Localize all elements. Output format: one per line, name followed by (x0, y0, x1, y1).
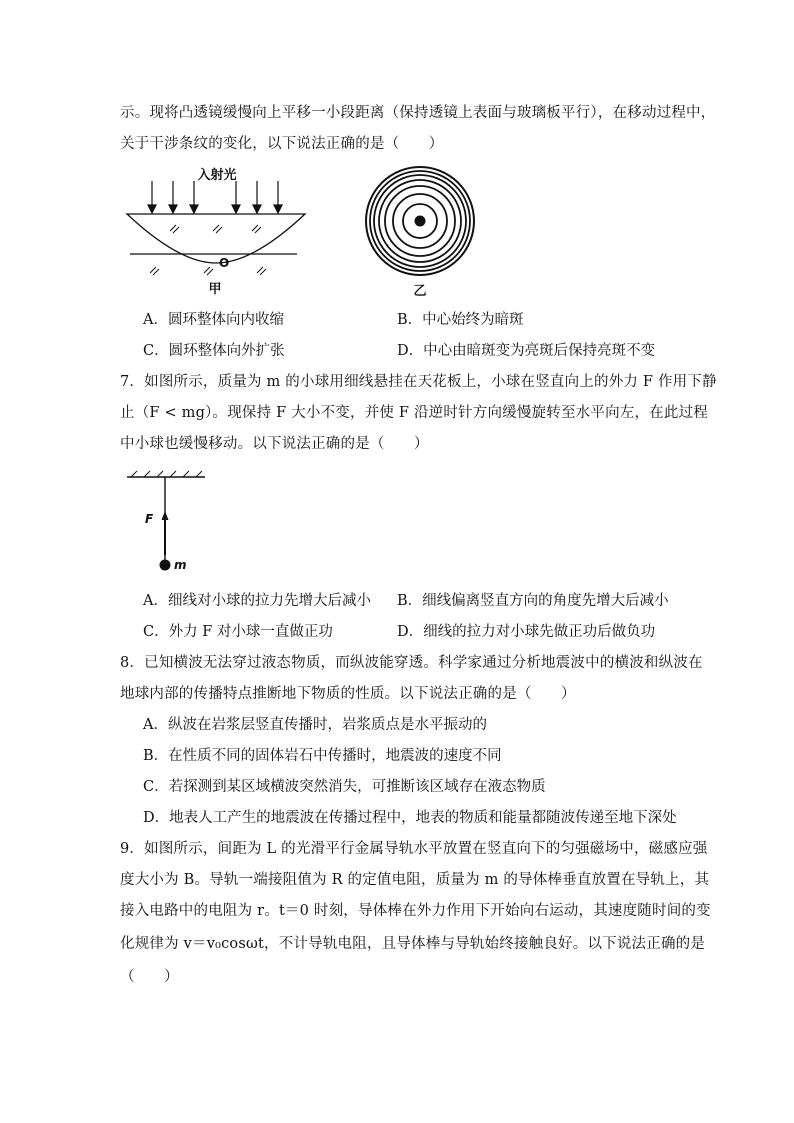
q7-option-d: D．细线的拉力对小球先做正功后做负功 (397, 624, 656, 640)
q6-text-line-1: 示。现将凸透镜缓慢向上平移一小段距离（保持透镜上表面与玻璃板平行），在移动过程中， (120, 105, 716, 121)
q8-text-line-1: 8．已知横波无法穿过液态物质，而纵波能穿透。科学家通过分析地震波中的横波和纵波在 (120, 655, 703, 671)
q6-option-d: D．中心由暗斑变为亮斑后保持亮斑不变 (397, 343, 656, 359)
q8-option-c: C．若探测到某区域横波突然消失，可推断该区域存在液态物质 (143, 779, 546, 795)
q7-text-line-3: 中小球也缓慢移动。以下说法正确的是（ ） (120, 436, 429, 452)
ceiling-hatching (131, 471, 202, 477)
q6-figure-yi (360, 162, 480, 302)
figure-jia-caption: 甲 (208, 282, 222, 297)
convex-lens (127, 214, 305, 263)
q9-text-line-5: （ ） (120, 969, 179, 985)
incident-arrows (148, 181, 282, 213)
q9-text-line-3: 接入电路中的电阻为 r。t＝0 时刻，导体棒在外力作用下开始向右运动，其速度随时间的变 (120, 903, 711, 919)
q7-option-c: C．外力 F 对小球一直做正功 (143, 624, 333, 640)
point-o-label: O (219, 256, 230, 270)
ball (160, 560, 171, 571)
q6-option-a: A．圆环整体向内收缩 (143, 312, 284, 328)
q7-option-a: A．细线对小球的拉力先增大后减小 (143, 593, 371, 609)
q9-text-line-2: 度大小为 B。导轨一端接阻值为 R 的定值电阻，质量为 m 的导体棒垂直放置在导轨上，其 (120, 872, 710, 888)
q7-option-b: B．细线偏离竖直方向的角度先增大后减小 (397, 593, 669, 609)
mass-label: m (174, 558, 187, 572)
q7-text-line-2: 止（F < mg）。现保持 F 大小不变，并使 F 沿逆时针方向缓慢旋转至水平向左，在此过程 (120, 405, 708, 421)
q9-text-line-1: 9．如图所示，间距为 L 的光滑平行金属导轨水平放置在竖直向下的匀强磁场中，磁感应强 (120, 841, 708, 857)
incident-light-label: 入射光 (197, 168, 237, 183)
force-label: F (145, 512, 154, 526)
q7-text-line-1: 7．如图所示，质量为 m 的小球用细线悬挂在天花板上，小球在竖直向上的外力 F 作用下静 (120, 374, 717, 390)
q8-option-b: B．在性质不同的固体岩石中传播时，地震波的速度不同 (143, 748, 502, 764)
q7-figure (125, 467, 235, 577)
q8-option-a: A．纵波在岩浆层竖直传播时，岩浆质点是水平振动的 (143, 717, 487, 733)
center-dark-spot (415, 216, 426, 227)
lens-hatching (170, 225, 261, 233)
q8-text-line-2: 地球内部的传播特点推断地下物质的性质。以下说法正确的是（ ） (120, 686, 576, 702)
q6-option-c: C．圆环整体向外扩张 (143, 343, 285, 359)
figure-yi-caption: 乙 (413, 284, 427, 299)
q6-option-b: B．中心始终为暗斑 (397, 312, 524, 328)
q9-text-line-4: 化规律为 v＝v₀cosωt，不计导轨电阻，且导体棒与导轨始终接触良好。以下说法正确的是 (120, 936, 706, 952)
q6-figure-jia (125, 163, 315, 298)
q6-text-line-2: 关于干涉条纹的变化，以下说法正确的是（ ） (120, 136, 444, 152)
plate-hatching (150, 267, 266, 275)
q8-option-d: D．地表人工产生的地震波在传播过程中，地表的物质和能量都随波传递至地下深处 (143, 810, 677, 826)
